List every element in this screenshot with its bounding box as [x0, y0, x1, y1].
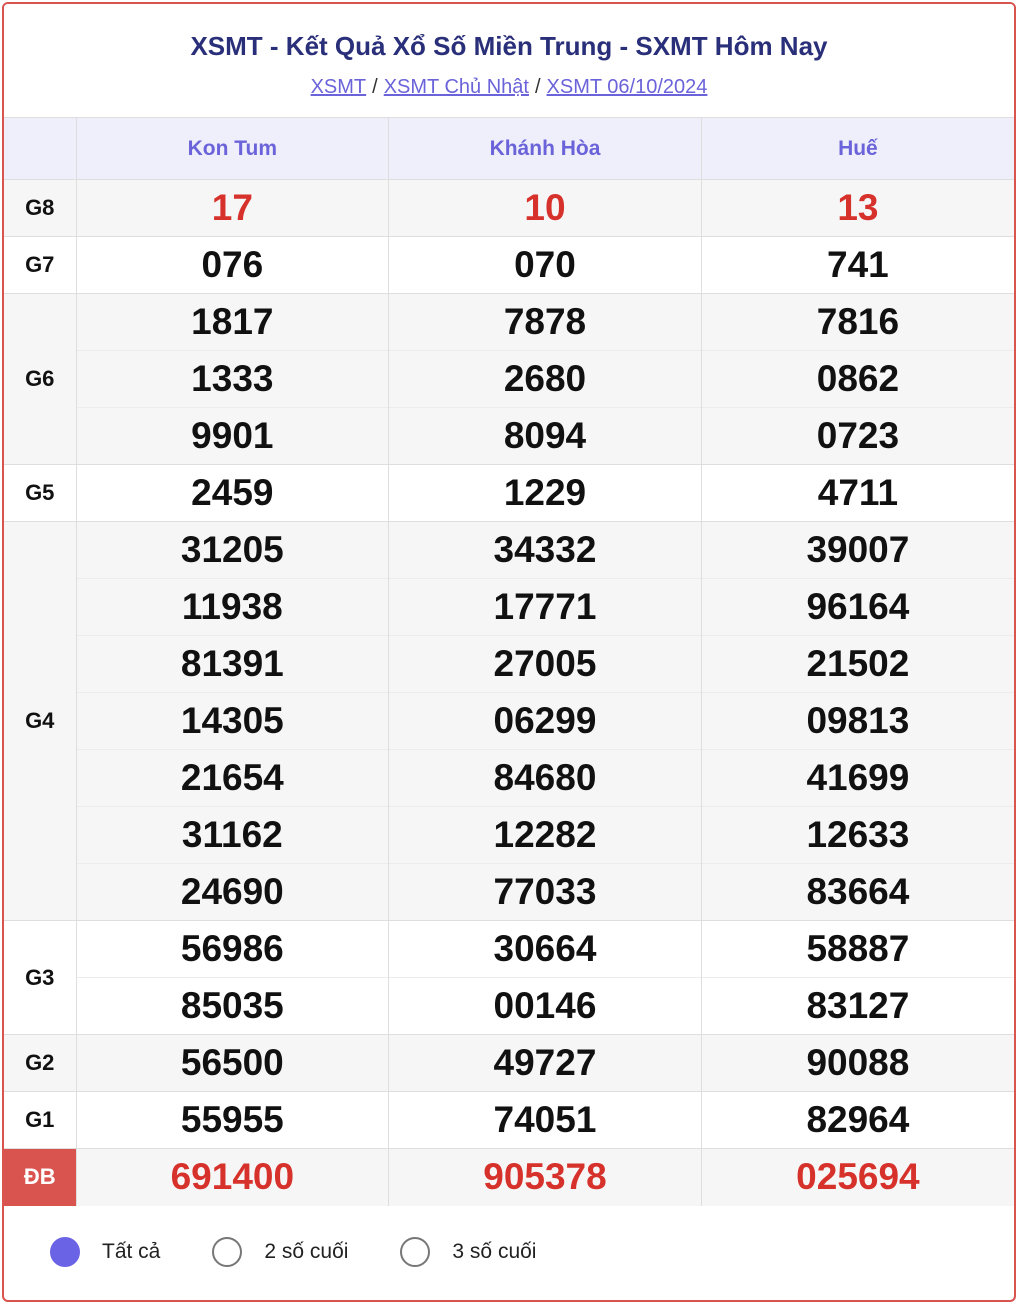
filter-label: 2 số cuối: [264, 1239, 349, 1263]
prize-number: 13: [701, 180, 1014, 237]
prize-number: 10: [389, 180, 702, 237]
prize-number: 21654: [76, 750, 389, 807]
filter-label: 3 số cuối: [452, 1239, 537, 1263]
prize-row-g4: [4, 693, 1014, 750]
prize-label: G1: [4, 1092, 76, 1149]
prize-number: 49727: [389, 1035, 702, 1092]
prize-number: 4711: [701, 465, 1014, 522]
prize-number: 1817: [76, 294, 389, 351]
prize-number: 90088: [701, 1035, 1014, 1092]
prize-number: 14305: [76, 693, 389, 750]
prize-number: 21502: [701, 636, 1014, 693]
prize-row-g4: [4, 807, 1014, 864]
prize-label: ĐB: [4, 1149, 76, 1206]
radio-selected-icon[interactable]: [50, 1237, 80, 1267]
breadcrumb: [4, 74, 1014, 100]
results-table: [4, 117, 1014, 1206]
prize-number: 56500: [76, 1035, 389, 1092]
breadcrumb-separator: /: [372, 76, 378, 98]
prize-number: 9901: [76, 408, 389, 465]
filter-all-option[interactable]: [50, 1237, 160, 1267]
prize-number: 39007: [701, 522, 1014, 579]
prize-number: 905378: [389, 1149, 702, 1206]
prize-row-g5: [4, 465, 1014, 522]
prize-number: 06299: [389, 693, 702, 750]
prize-number: 691400: [76, 1149, 389, 1206]
prize-number: 96164: [701, 579, 1014, 636]
prize-number: 84680: [389, 750, 702, 807]
digit-filter: [4, 1209, 1014, 1294]
results-body: [4, 180, 1014, 1206]
prize-label: G6: [4, 294, 76, 465]
prize-row-đb: [4, 1149, 1014, 1206]
prize-row-g4: [4, 579, 1014, 636]
prize-number: 2680: [389, 351, 702, 408]
prize-row-g7: [4, 237, 1014, 294]
province-header: Huế: [701, 118, 1014, 180]
prize-number: 31162: [76, 807, 389, 864]
prize-label: G2: [4, 1035, 76, 1092]
prize-row-g6: [4, 294, 1014, 351]
page-title: XSMT - Kết Quả Xổ Số Miền Trung - SXMT Hôm Nay: [190, 31, 828, 61]
prize-number: 17: [76, 180, 389, 237]
prize-number: 7878: [389, 294, 702, 351]
prize-number: 58887: [701, 921, 1014, 978]
prize-row-g4: [4, 750, 1014, 807]
prize-number: 0862: [701, 351, 1014, 408]
prize-number: 34332: [389, 522, 702, 579]
prize-row-g8: [4, 180, 1014, 237]
prize-row-g4: [4, 636, 1014, 693]
prize-row-g1: [4, 1092, 1014, 1149]
prize-number: 1333: [76, 351, 389, 408]
prize-number: 30664: [389, 921, 702, 978]
prize-number: 8094: [389, 408, 702, 465]
filter-last-3-option[interactable]: [400, 1237, 536, 1267]
prize-number: 77033: [389, 864, 702, 921]
prize-row-g2: [4, 1035, 1014, 1092]
province-header: Kon Tum: [76, 118, 389, 180]
prize-number: 025694: [701, 1149, 1014, 1206]
prize-number: 82964: [701, 1092, 1014, 1149]
table-header-row: [4, 118, 1014, 180]
prize-number: 741: [701, 237, 1014, 294]
province-header: Khánh Hòa: [389, 118, 702, 180]
filter-last-2-option[interactable]: [212, 1237, 348, 1267]
breadcrumb-link-weekday[interactable]: XSMT Chủ Nhật: [383, 76, 529, 98]
prize-number: 41699: [701, 750, 1014, 807]
prize-row-g3: [4, 978, 1014, 1035]
prize-number: 070: [389, 237, 702, 294]
prize-number: 56986: [76, 921, 389, 978]
prize-number: 12282: [389, 807, 702, 864]
header-empty-cell: [4, 118, 76, 180]
prize-number: 7816: [701, 294, 1014, 351]
prize-number: 12633: [701, 807, 1014, 864]
prize-number: 81391: [76, 636, 389, 693]
prize-number: 076: [76, 237, 389, 294]
prize-number: 31205: [76, 522, 389, 579]
prize-row-g4: [4, 864, 1014, 921]
prize-label: G3: [4, 921, 76, 1035]
radio-empty-icon[interactable]: [212, 1237, 242, 1267]
prize-label: G8: [4, 180, 76, 237]
prize-number: 17771: [389, 579, 702, 636]
prize-row-g4: [4, 522, 1014, 579]
prize-label: G5: [4, 465, 76, 522]
prize-number: 74051: [389, 1092, 702, 1149]
prize-number: 83127: [701, 978, 1014, 1035]
prize-number: 0723: [701, 408, 1014, 465]
prize-number: 2459: [76, 465, 389, 522]
breadcrumb-link-xsmt[interactable]: XSMT: [310, 76, 367, 98]
prize-number: 55955: [76, 1092, 389, 1149]
prize-number: 09813: [701, 693, 1014, 750]
prize-number: 1229: [389, 465, 702, 522]
prize-number: 11938: [76, 579, 389, 636]
prize-number: 83664: [701, 864, 1014, 921]
breadcrumb-separator: /: [534, 76, 541, 98]
prize-number: 24690: [76, 864, 389, 921]
header: [4, 4, 1014, 117]
prize-number: 00146: [389, 978, 702, 1035]
prize-row-g6: [4, 408, 1014, 465]
filter-label: Tất cả: [102, 1239, 161, 1263]
breadcrumb-link-date[interactable]: XSMT 06/10/2024: [546, 76, 708, 98]
prize-row-g6: [4, 351, 1014, 408]
prize-row-g3: [4, 921, 1014, 978]
prize-label: G7: [4, 237, 76, 294]
results-card: [2, 2, 1016, 1302]
prize-label: G4: [4, 522, 76, 921]
prize-number: 27005: [389, 636, 702, 693]
prize-number: 85035: [76, 978, 389, 1035]
radio-empty-icon[interactable]: [400, 1237, 430, 1267]
